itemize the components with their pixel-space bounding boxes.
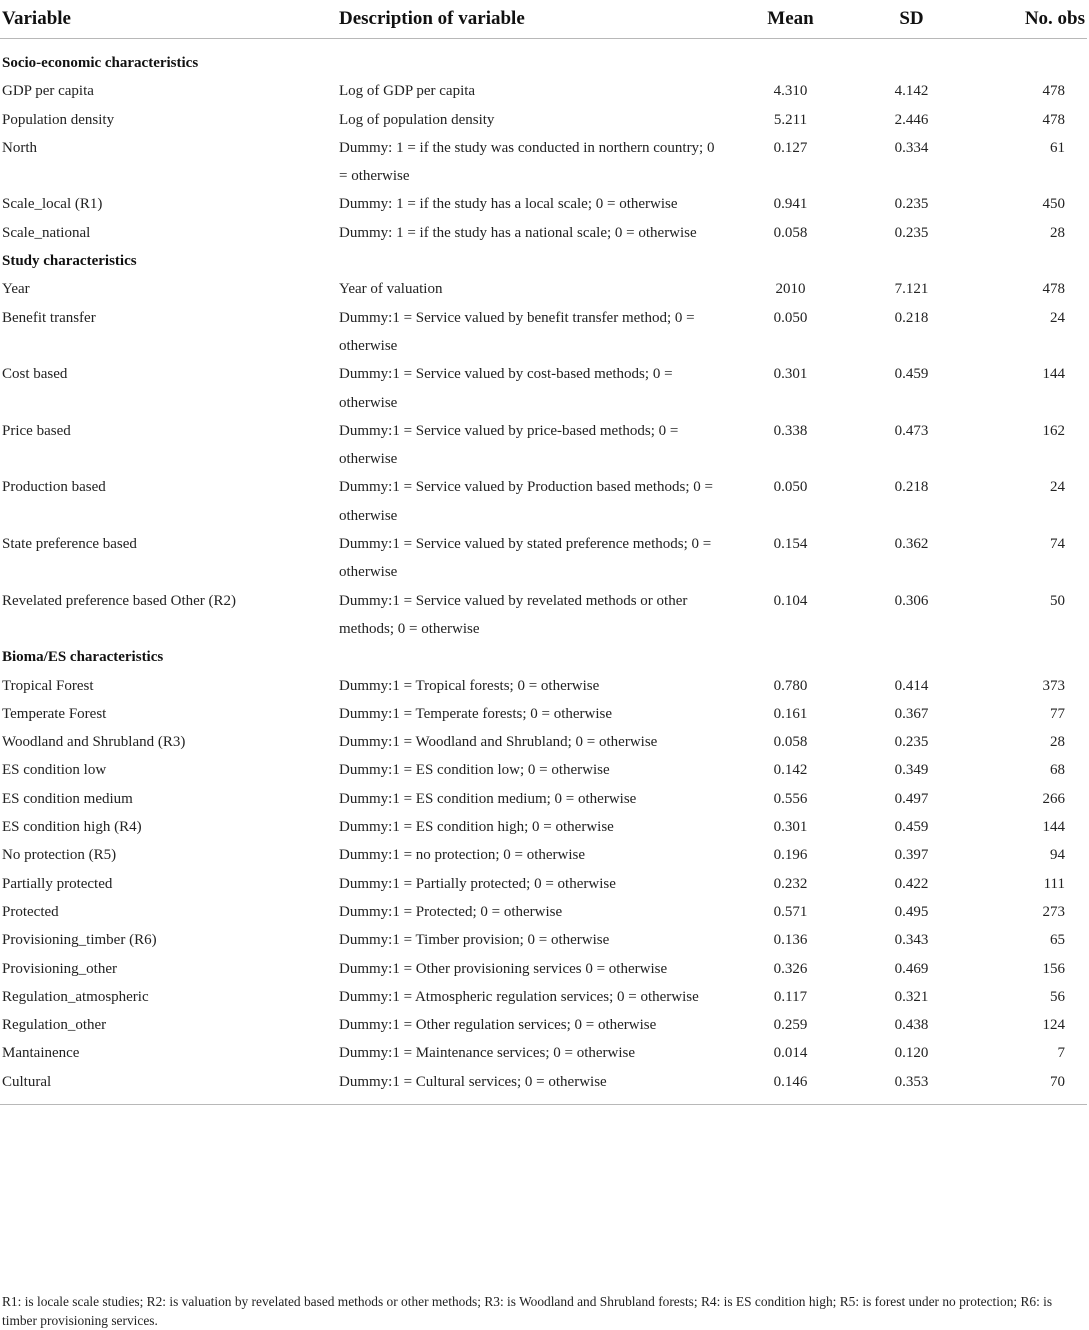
cell-sd: 0.306 bbox=[894, 592, 929, 609]
cell-sd: 0.473 bbox=[894, 422, 929, 439]
cell-description: Dummy:1 = ES condition medium; 0 = otherwise bbox=[339, 790, 637, 807]
cell-nobs: 28 bbox=[1050, 224, 1065, 241]
section-row bbox=[0, 643, 1087, 671]
cell-nobs: 50 bbox=[1050, 592, 1065, 609]
section-row bbox=[0, 39, 1087, 78]
cell-mean: 0.571 bbox=[773, 903, 808, 920]
cell-nobs: 28 bbox=[1050, 734, 1065, 751]
table-row bbox=[0, 304, 1087, 361]
cell-nobs: 273 bbox=[1042, 903, 1065, 920]
cell-mean: 0.127 bbox=[773, 139, 808, 156]
cell-variable: Protected bbox=[2, 903, 59, 920]
cell-mean: 0.117 bbox=[773, 988, 808, 1005]
table-row bbox=[0, 530, 1087, 587]
table-row bbox=[0, 219, 1087, 247]
cell-nobs: 68 bbox=[1050, 762, 1065, 779]
cell-variable: Tropical Forest bbox=[2, 677, 94, 694]
cell-nobs: 144 bbox=[1042, 819, 1065, 836]
cell-variable: Provisioning_timber (R6) bbox=[2, 932, 157, 949]
cell-variable: Regulation_other bbox=[2, 1017, 107, 1034]
table-row bbox=[0, 360, 1087, 417]
cell-variable: Scale_national bbox=[2, 224, 91, 241]
cell-nobs: 70 bbox=[1050, 1073, 1065, 1090]
cell-mean: 0.142 bbox=[773, 762, 808, 779]
cell-variable: ES condition low bbox=[2, 762, 107, 779]
cell-description: Dummy:1 = Maintenance services; 0 = otherwise bbox=[339, 1045, 636, 1062]
cell-nobs: 450 bbox=[1042, 196, 1065, 213]
cell-description: Dummy:1 = Protected; 0 = otherwise bbox=[339, 903, 563, 920]
section-row bbox=[0, 247, 1087, 275]
table-row bbox=[0, 926, 1087, 954]
table-row bbox=[0, 1068, 1087, 1105]
cell-sd: 0.353 bbox=[894, 1073, 929, 1090]
cell-variable: ES condition medium bbox=[2, 790, 133, 807]
cell-nobs: 111 bbox=[1043, 875, 1065, 892]
cell-mean: 0.338 bbox=[773, 422, 808, 439]
cell-nobs: 144 bbox=[1042, 366, 1065, 383]
section-title: Study characteristics bbox=[2, 253, 137, 270]
cell-sd: 0.495 bbox=[894, 903, 929, 920]
header-variable: Variable bbox=[0, 0, 337, 39]
cell-description: Dummy:1 = Cultural services; 0 = otherwise bbox=[339, 1073, 607, 1090]
cell-mean: 0.014 bbox=[773, 1045, 808, 1062]
cell-mean: 0.196 bbox=[773, 847, 808, 864]
cell-sd: 0.397 bbox=[894, 847, 929, 864]
table-row bbox=[0, 898, 1087, 926]
cell-mean: 0.161 bbox=[773, 705, 808, 722]
cell-mean: 0.232 bbox=[773, 875, 808, 892]
cell-variable: Woodland and Shrubland (R3) bbox=[2, 734, 186, 751]
cell-variable: Cultural bbox=[2, 1073, 52, 1090]
cell-sd: 7.121 bbox=[894, 281, 929, 298]
cell-nobs: 478 bbox=[1042, 281, 1065, 298]
cell-sd: 0.349 bbox=[894, 762, 929, 779]
cell-nobs: 77 bbox=[1050, 705, 1065, 722]
cell-variable: Regulation_atmospheric bbox=[2, 988, 149, 1005]
cell-description: Dummy:1 = Service valued by stated preference methods; 0 = otherwise bbox=[339, 536, 712, 581]
table-row bbox=[0, 134, 1087, 191]
cell-nobs: 7 bbox=[1057, 1045, 1065, 1062]
cell-sd: 0.235 bbox=[894, 224, 929, 241]
table-row bbox=[0, 417, 1087, 474]
section-title: Socio-economic characteristics bbox=[2, 55, 199, 71]
cell-mean: 0.050 bbox=[773, 309, 808, 326]
table-row bbox=[0, 77, 1087, 105]
cell-nobs: 24 bbox=[1050, 309, 1065, 326]
cell-mean: 0.941 bbox=[773, 196, 808, 213]
table-footnote: R1: is locale scale studies; R2: is valuation by revelated based methods or other methods; R3: is Woodland and Shrubland forests; R4: is ES condition high; R5: is forest under no protection; R6: is timber provisioning services. bbox=[2, 1294, 1053, 1328]
header-row bbox=[0, 0, 1087, 39]
cell-mean: 0.154 bbox=[773, 536, 808, 553]
cell-variable: Partially protected bbox=[2, 875, 113, 892]
cell-description: Dummy:1 = Service valued by price-based methods; 0 = otherwise bbox=[339, 422, 679, 468]
cell-sd: 0.334 bbox=[894, 139, 929, 156]
header-nobs: No. obs bbox=[967, 0, 1087, 39]
cell-variable: State preference based bbox=[2, 536, 137, 553]
cell-nobs: 478 bbox=[1042, 111, 1065, 128]
cell-mean: 0.326 bbox=[773, 960, 808, 977]
cell-mean: 4.310 bbox=[773, 83, 808, 100]
table-row bbox=[0, 870, 1087, 898]
cell-description: Dummy:1 = no protection; 0 = otherwise bbox=[339, 847, 586, 864]
section-title: Bioma/ES characteristics bbox=[2, 649, 164, 666]
cell-description: Dummy:1 = Other provisioning services 0 = otherwise bbox=[339, 960, 668, 977]
cell-nobs: 94 bbox=[1050, 847, 1065, 864]
cell-variable: North bbox=[2, 139, 37, 156]
cell-variable: GDP per capita bbox=[2, 83, 94, 100]
cell-sd: 0.469 bbox=[894, 960, 929, 977]
cell-description: Dummy:1 = Tropical forests; 0 = otherwise bbox=[339, 677, 600, 694]
table-row bbox=[0, 1039, 1087, 1067]
table-header bbox=[0, 0, 1087, 39]
cell-description: Dummy:1 = Atmospheric regulation services; 0 = otherwise bbox=[339, 988, 699, 1005]
cell-variable: Production based bbox=[2, 479, 106, 496]
cell-sd: 0.367 bbox=[894, 705, 929, 722]
cell-mean: 5.211 bbox=[773, 111, 808, 128]
cell-mean: 0.136 bbox=[773, 932, 808, 949]
cell-sd: 0.438 bbox=[894, 1017, 929, 1034]
cell-mean: 0.104 bbox=[773, 592, 808, 609]
cell-variable: Temperate Forest bbox=[2, 705, 107, 722]
table-row bbox=[0, 1011, 1087, 1039]
cell-sd: 0.218 bbox=[894, 309, 929, 326]
cell-nobs: 61 bbox=[1050, 139, 1065, 156]
cell-sd: 0.362 bbox=[894, 536, 929, 553]
cell-variable: Mantainence bbox=[2, 1045, 80, 1062]
table-row bbox=[0, 672, 1087, 700]
cell-description: Dummy:1 = Service valued by revelated methods or other methods; 0 = otherwise bbox=[339, 592, 688, 637]
cell-variable: Year bbox=[2, 281, 30, 298]
cell-mean: 2010 bbox=[775, 281, 806, 298]
cell-description: Year of valuation bbox=[339, 281, 443, 298]
cell-nobs: 24 bbox=[1050, 479, 1065, 496]
cell-variable: No protection (R5) bbox=[2, 847, 117, 864]
cell-sd: 0.343 bbox=[894, 932, 929, 949]
cell-nobs: 156 bbox=[1042, 960, 1065, 977]
cell-description: Dummy:1 = Timber provision; 0 = otherwise bbox=[339, 932, 610, 949]
cell-mean: 0.301 bbox=[773, 819, 808, 836]
cell-sd: 0.422 bbox=[894, 875, 929, 892]
table-body bbox=[0, 39, 1087, 1105]
cell-nobs: 74 bbox=[1050, 536, 1065, 553]
table-row bbox=[0, 700, 1087, 728]
cell-sd: 0.321 bbox=[894, 988, 929, 1005]
cell-sd: 0.497 bbox=[894, 790, 929, 807]
table-row bbox=[0, 983, 1087, 1011]
cell-variable: ES condition high (R4) bbox=[2, 819, 142, 836]
cell-mean: 0.146 bbox=[773, 1073, 808, 1090]
cell-nobs: 478 bbox=[1042, 83, 1065, 100]
cell-sd: 0.414 bbox=[894, 677, 929, 694]
cell-sd: 0.218 bbox=[894, 479, 929, 496]
cell-variable: Cost based bbox=[2, 366, 68, 383]
table-row bbox=[0, 728, 1087, 756]
cell-nobs: 65 bbox=[1050, 932, 1065, 949]
table-row bbox=[0, 813, 1087, 841]
header-description: Description of variable bbox=[337, 0, 725, 39]
cell-description: Dummy:1 = Service valued by Production based methods; 0 = otherwise bbox=[339, 479, 713, 524]
cell-description: Dummy:1 = Service valued by benefit transfer method; 0 = otherwise bbox=[339, 309, 695, 354]
cell-mean: 0.058 bbox=[773, 224, 808, 241]
table-row bbox=[0, 785, 1087, 813]
cell-mean: 0.301 bbox=[773, 366, 808, 383]
cell-sd: 0.235 bbox=[894, 734, 929, 751]
cell-sd: 0.120 bbox=[894, 1045, 929, 1062]
header-sd: SD bbox=[856, 0, 967, 39]
cell-sd: 0.459 bbox=[894, 819, 929, 836]
cell-mean: 0.058 bbox=[773, 734, 808, 751]
cell-description: Dummy:1 = Partially protected; 0 = otherwise bbox=[339, 875, 616, 892]
cell-nobs: 162 bbox=[1042, 422, 1065, 439]
cell-nobs: 124 bbox=[1042, 1017, 1065, 1034]
table-row bbox=[0, 190, 1087, 218]
cell-mean: 0.556 bbox=[773, 790, 808, 807]
cell-variable: Benefit transfer bbox=[2, 309, 96, 326]
cell-description: Dummy:1 = Temperate forests; 0 = otherwise bbox=[339, 705, 613, 722]
cell-description: Log of population density bbox=[339, 111, 495, 128]
cell-description: Dummy:1 = ES condition high; 0 = otherwise bbox=[339, 819, 614, 836]
cell-description: Dummy: 1 = if the study has a national scale; 0 = otherwise bbox=[339, 224, 697, 241]
cell-nobs: 373 bbox=[1042, 677, 1065, 694]
table-row bbox=[0, 275, 1087, 303]
table-row bbox=[0, 473, 1087, 530]
cell-sd: 4.142 bbox=[894, 83, 929, 100]
cell-nobs: 56 bbox=[1050, 988, 1065, 1005]
cell-sd: 0.459 bbox=[894, 366, 929, 383]
cell-variable: Population density bbox=[2, 111, 115, 128]
header-mean: Mean bbox=[725, 0, 856, 39]
cell-variable: Scale_local (R1) bbox=[2, 196, 103, 213]
table-row bbox=[0, 955, 1087, 983]
cell-description: Dummy: 1 = if the study was conducted in northern country; 0 = otherwise bbox=[339, 139, 715, 185]
cell-variable: Revelated preference based Other (R2) bbox=[2, 592, 237, 609]
cell-mean: 0.780 bbox=[773, 677, 808, 694]
cell-sd: 2.446 bbox=[894, 111, 929, 128]
cell-description: Dummy:1 = Other regulation services; 0 = otherwise bbox=[339, 1017, 657, 1034]
table-row bbox=[0, 841, 1087, 869]
cell-nobs: 266 bbox=[1042, 790, 1065, 807]
cell-description: Dummy: 1 = if the study has a local scale; 0 = otherwise bbox=[339, 196, 678, 213]
cell-variable: Provisioning_other bbox=[2, 960, 117, 977]
cell-description: Dummy:1 = ES condition low; 0 = otherwise bbox=[339, 762, 610, 779]
table-row bbox=[0, 756, 1087, 784]
cell-variable: Price based bbox=[2, 422, 71, 439]
cell-mean: 0.050 bbox=[773, 479, 808, 496]
cell-description: Dummy:1 = Woodland and Shrubland; 0 = otherwise bbox=[339, 734, 658, 751]
cell-sd: 0.235 bbox=[894, 196, 929, 213]
cell-mean: 0.259 bbox=[773, 1017, 808, 1034]
cell-description: Dummy:1 = Service valued by cost-based methods; 0 = otherwise bbox=[339, 366, 673, 411]
cell-description: Log of GDP per capita bbox=[339, 83, 476, 100]
table-row bbox=[0, 106, 1087, 134]
table-row bbox=[0, 587, 1087, 644]
